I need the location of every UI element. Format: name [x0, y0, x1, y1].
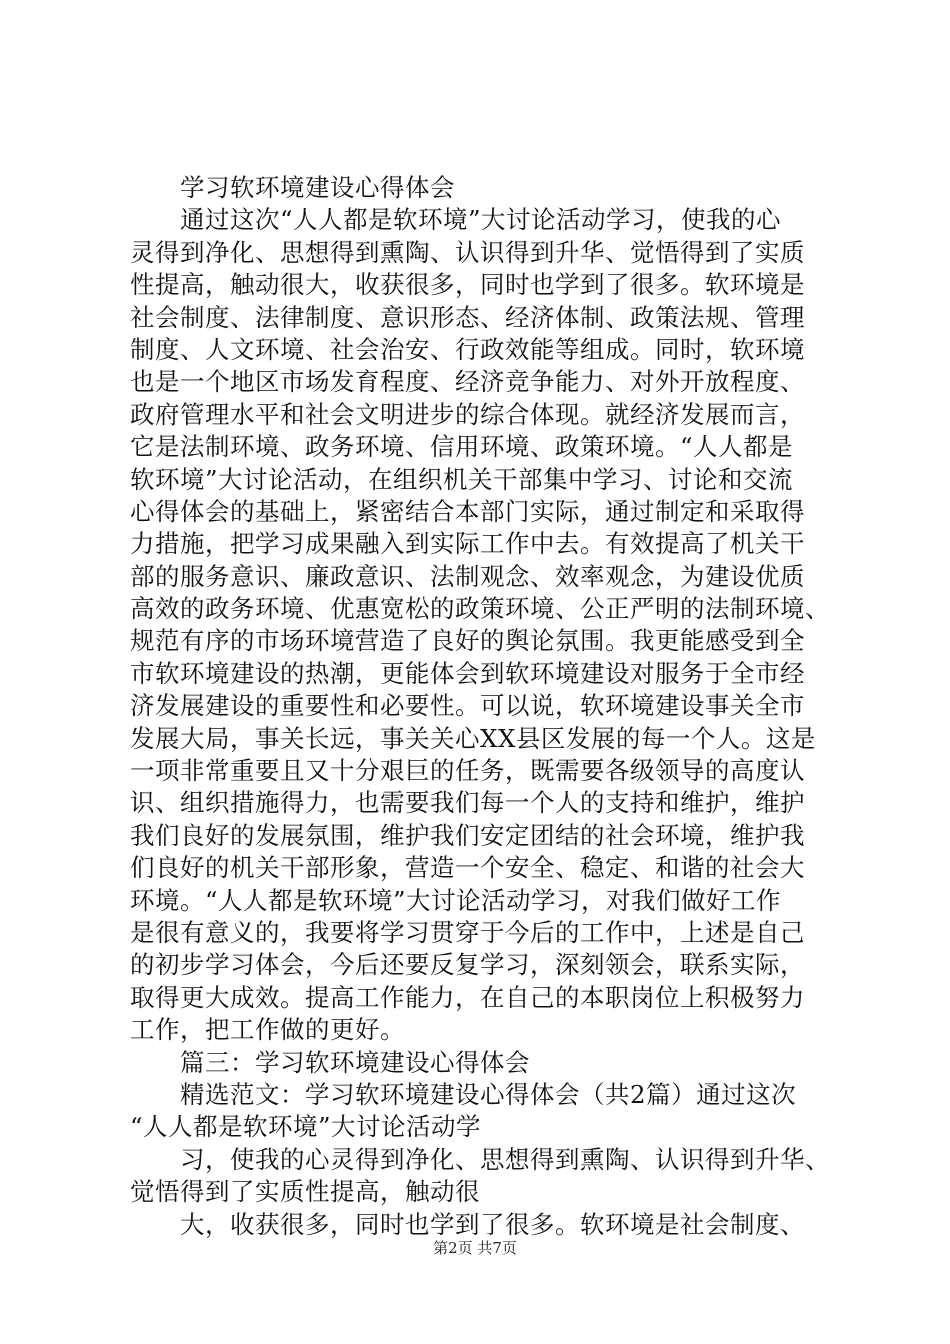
- paragraph-line: 的初步学习体会，今后还要反复学习，深刻领会，联系实际，: [130, 950, 805, 980]
- paragraph-line: 济发展建设的重要性和必要性。可以说，软环境建设事关全市: [130, 691, 805, 721]
- paragraph-line: 也是一个地区市场发育程度、经济竞争能力、对外开放程度、: [130, 367, 805, 397]
- paragraph-line: 力措施，把学习成果融入到实际工作中去。有效提高了机关干: [130, 529, 805, 559]
- paragraph-line: 通过这次“人人都是软环境”大讨论活动学习，使我的心: [130, 205, 782, 235]
- paragraph-line: 灵得到净化、思想得到熏陶、认识得到升华、觉悟得到了实质: [130, 237, 805, 267]
- paragraph-line: 识、组织措施得力，也需要我们每一个人的支持和维护，维护: [130, 788, 805, 818]
- paragraph-line: 社会制度、法律制度、意识形态、经济体制、政策法规、管理: [130, 302, 805, 332]
- paragraph-line: 心得体会的基础上，紧密结合本部门实际，通过制定和采取得: [130, 496, 805, 526]
- paragraph-line: 高效的政务环境、优惠宽松的政策环境、公正严明的法制环境、: [130, 594, 830, 624]
- paragraph-line: 觉悟得到了实质性提高，触动很: [130, 1177, 480, 1207]
- page-number-footer: 第2页 共7页: [433, 1239, 517, 1257]
- paragraph-line: 取得更大成效。提高工作能力，在自己的本职岗位上积极努力: [130, 982, 805, 1012]
- document-body: [130, 172, 850, 1241]
- paragraph-line: “人人都是软环境”大讨论活动学: [130, 1112, 482, 1142]
- paragraph-line: 它是法制环境、政务环境、信用环境、政策环境。“人人都是: [130, 432, 794, 462]
- paragraph-line: 工作，把工作做的更好。: [130, 1015, 405, 1045]
- paragraph-line: 们良好的机关干部形象，营造一个安全、稳定、和谐的社会大: [130, 853, 805, 883]
- paragraph-line: 我们良好的发展氛围，维护我们安定团结的社会环境，维护我: [130, 820, 805, 850]
- paragraph-line: 部的服务意识、廉政意识、法制观念、效率观念，为建设优质: [130, 561, 805, 591]
- paragraph-line: 习，使我的心灵得到净化、思想得到熏陶、认识得到升华、: [130, 1144, 830, 1174]
- paragraph-line: 软环境”大讨论活动，在组织机关干部集中学习、讨论和交流: [130, 464, 794, 494]
- paragraph-line: 一项非常重要且又十分艰巨的任务，既需要各级领导的高度认: [130, 756, 805, 786]
- paragraph-line: 环境。“人人都是软环境”大讨论活动学习，对我们做好工作: [130, 885, 782, 915]
- paragraph-line: 制度、人文环境、社会治安、行政效能等组成。同时，软环境: [130, 334, 805, 364]
- section-heading: 篇三：学习软环境建设心得体会: [130, 1047, 530, 1077]
- document-title: 学习软环境建设心得体会: [130, 173, 455, 202]
- paragraph-line: 大，收获很多，同时也学到了很多。软环境是社会制度、: [130, 1209, 805, 1239]
- paragraph-line: 是很有意义的，我要将学习贯穿于今后的工作中，上述是自己: [130, 917, 805, 947]
- paragraph-line: 精选范文：学习软环境建设心得体会（共2篇）通过这次: [130, 1079, 797, 1109]
- paragraph-line: 性提高，触动很大，收获很多，同时也学到了很多。软环境是: [130, 270, 805, 300]
- paragraph-line: 市软环境建设的热潮，更能体会到软环境建设对服务于全市经: [130, 658, 805, 688]
- paragraph-line: 规范有序的市场环境营造了良好的舆论氛围。我更能感受到全: [130, 626, 805, 656]
- paragraph-line: 政府管理水平和社会文明进步的综合体现。就经济发展而言，: [130, 399, 805, 429]
- paragraph-line: 发展大局，事关长远，事关关心XX县区发展的每一个人。这是: [130, 723, 816, 753]
